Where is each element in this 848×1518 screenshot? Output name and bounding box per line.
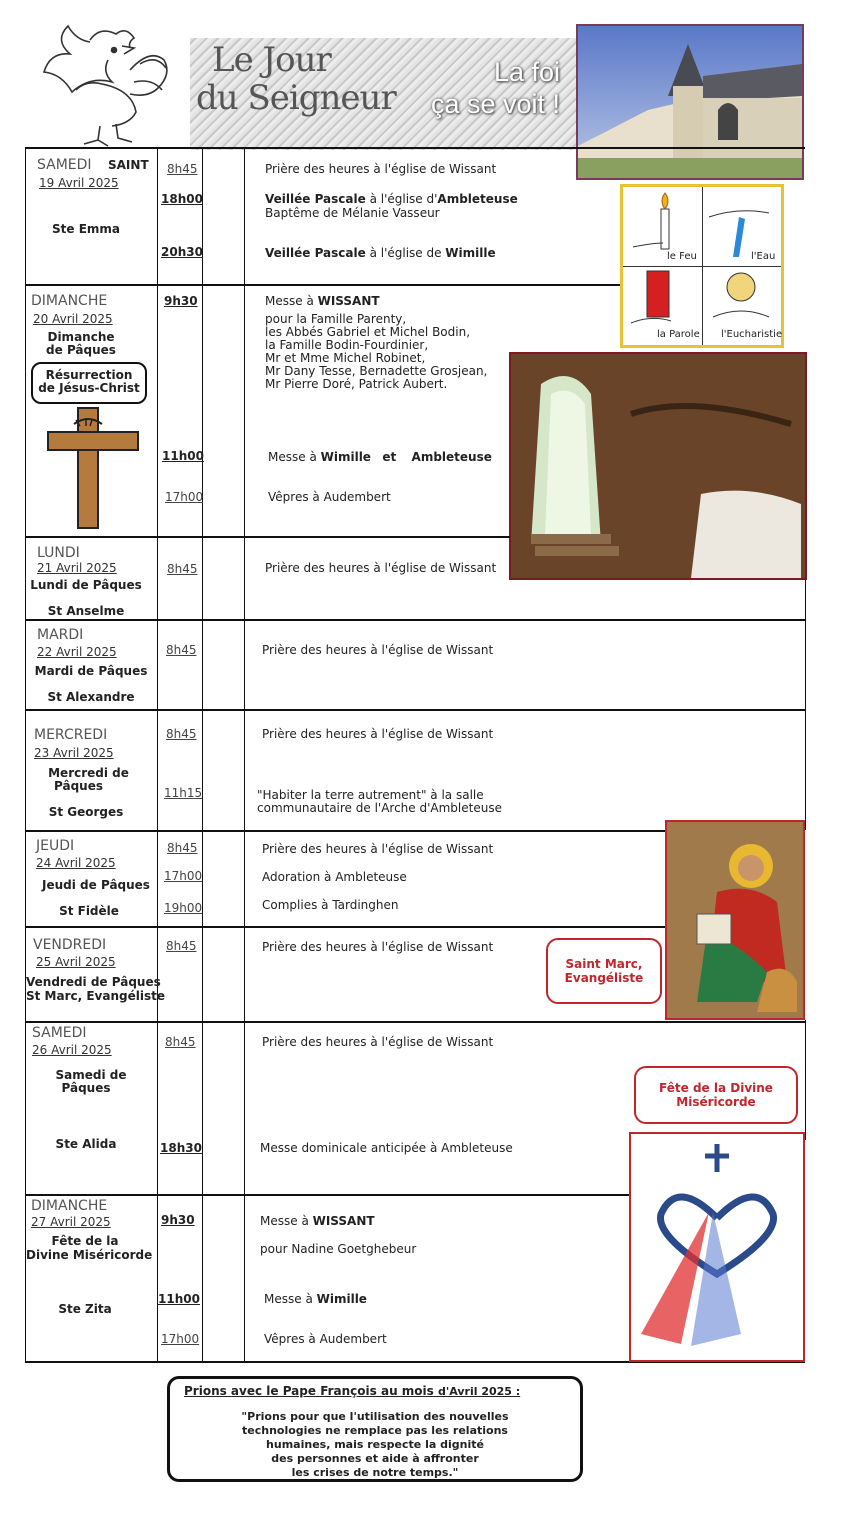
slogan	[420, 56, 560, 120]
empty-tomb-image	[509, 352, 807, 580]
event-text: Prière des heures à l'église de Wissant	[262, 1035, 494, 1049]
intention-line: pour la Famille Parenty,	[265, 312, 407, 326]
brand-line1: Le Jour	[212, 40, 331, 80]
saint-name: St Georges	[48, 805, 124, 819]
col-divider-3	[244, 147, 245, 1362]
day-name: JEUDI	[36, 838, 75, 854]
cross-icon	[46, 406, 140, 530]
prayer-line: "Prions pour que l'utilisation des nouvelles	[241, 1410, 509, 1423]
row-divider	[25, 284, 620, 286]
feast-line: St Marc, Evangéliste	[26, 989, 165, 1003]
event-time: 8h45	[166, 939, 197, 953]
feast-line: Mardi de Pâques	[34, 664, 148, 678]
day-name: DIMANCHE	[31, 1198, 108, 1214]
event-text: Messe à Wimille et Ambleteuse	[268, 450, 492, 464]
event-text: Messe dominicale anticipée à Ambleteuse	[260, 1141, 513, 1155]
saint-name: Ste Zita	[58, 1302, 112, 1316]
eucharist-panel	[703, 267, 781, 345]
event-time: 9h30	[161, 1213, 195, 1227]
col-divider-2	[202, 147, 203, 1362]
event-text: Vêpres à Audembert	[264, 1332, 387, 1346]
slogan-line2: ça se voit !	[430, 89, 560, 119]
prayer-line: humaines, mais respecte la dignité	[266, 1438, 484, 1451]
prayer-line: technologies ne remplace pas les relations	[242, 1424, 508, 1437]
event-text: Adoration à Ambleteuse	[262, 870, 407, 884]
day-name: MARDI	[37, 627, 84, 643]
col-divider-1	[157, 147, 158, 1362]
prayer-text	[210, 1410, 540, 1480]
water-label: l'Eau	[751, 251, 776, 262]
callout-line: Evangéliste	[564, 971, 644, 985]
row-divider	[25, 1194, 630, 1196]
event-time: 8h45	[167, 162, 198, 176]
callout-line: Saint Marc,	[565, 957, 643, 971]
day-date: 26 Avril 2025	[32, 1043, 112, 1057]
intention-line: la Famille Bodin-Fourdinier,	[265, 338, 429, 352]
feast-line: de Pâques	[46, 343, 116, 357]
fire-label: le Feu	[667, 251, 697, 262]
feast-line: Fête de la	[51, 1234, 119, 1248]
row-divider	[25, 619, 805, 621]
day-date: 20 Avril 2025	[33, 312, 113, 326]
rooster-logo	[30, 20, 180, 155]
event-text: Prière des heures à l'église de Wissant	[265, 561, 497, 575]
row-divider	[25, 926, 665, 928]
prayer-line: les crises de notre temps."	[291, 1466, 459, 1479]
sacraments-image	[620, 184, 784, 348]
saint-name: St Alexandre	[47, 690, 135, 704]
row-divider	[25, 147, 805, 149]
event-text: Complies à Tardinghen	[262, 898, 399, 912]
eucharist-label: l'Eucharistie	[721, 329, 783, 340]
day-name: DIMANCHE	[31, 293, 108, 309]
day-date: 22 Avril 2025	[37, 645, 117, 659]
feast-line: Lundi de Pâques	[30, 578, 142, 592]
event-time: 19h00	[164, 901, 203, 915]
event-text: Veillée Pascale à l'église d'Ambleteuse	[265, 192, 518, 206]
event-text: Prière des heures à l'église de Wissant	[262, 842, 494, 856]
day-name: MERCREDI	[34, 727, 108, 743]
prayer-title: Prions avec le Pape François au mois d'Avril 2025 :	[184, 1384, 521, 1398]
event-text: Messe à WISSANT	[265, 294, 380, 308]
event-time: 8h45	[167, 841, 198, 855]
row-divider	[25, 536, 510, 538]
event-text: Prière des heures à l'église de Wissant	[265, 162, 497, 176]
intention-line: les Abbés Gabriel et Michel Bodin,	[265, 325, 471, 339]
right-border	[805, 710, 806, 830]
feast-line: Vendredi de Pâques	[26, 975, 161, 989]
event-time: 8h45	[166, 727, 197, 741]
day-name: SAMEDI	[32, 1025, 87, 1041]
event-time: 11h00	[158, 1292, 200, 1306]
row-divider	[25, 709, 805, 711]
event-detail: Baptême de Mélanie Vasseur	[265, 206, 440, 220]
brand-line2: du Seigneur	[196, 78, 396, 118]
feast-line: Jeudi de Pâques	[42, 878, 150, 892]
event-time: 17h00	[164, 869, 203, 883]
saint-marc-image	[665, 820, 805, 1020]
right-border	[805, 1020, 806, 1140]
event-detail: communautaire de l'Arche d'Ambleteuse	[257, 801, 502, 815]
event-time: 8h45	[166, 643, 197, 657]
day-date: 27 Avril 2025	[31, 1215, 111, 1229]
right-border	[805, 620, 806, 710]
saint-name: Ste Alida	[55, 1137, 117, 1151]
feast-line: Pâques	[54, 779, 103, 793]
row-divider	[25, 1021, 805, 1023]
event-time: 9h30	[164, 294, 198, 308]
saint-marc-callout	[546, 938, 662, 1004]
event-text: "Habiter la terre autrement" à la salle	[257, 788, 484, 802]
resurrection-line: Résurrection	[45, 368, 133, 382]
fire-panel	[623, 187, 703, 267]
saint-name: St Fidèle	[59, 904, 119, 918]
day-date: 24 Avril 2025	[36, 856, 116, 870]
event-text: Prière des heures à l'église de Wissant	[262, 643, 494, 657]
callout-line: Miséricorde	[676, 1095, 756, 1109]
day-date: 21 Avril 2025	[37, 561, 117, 575]
prayer-line: des personnes et aide à affronter	[271, 1452, 479, 1465]
event-text: pour Nadine Goetghebeur	[260, 1242, 417, 1256]
day-extra: SAINT	[108, 158, 149, 172]
event-time: 11h15	[164, 786, 203, 800]
event-text: Messe à Wimille	[264, 1292, 367, 1306]
saint-name: St Anselme	[47, 604, 125, 618]
row-divider	[25, 830, 665, 832]
intention-line: Mr et Mme Michel Robinet,	[265, 351, 426, 365]
feast-line: Samedi de	[55, 1068, 127, 1082]
feast-line: Divine Miséricorde	[26, 1248, 153, 1262]
event-text: Vêpres à Audembert	[268, 490, 391, 504]
callout-line: Fête de la Divine	[659, 1081, 773, 1095]
event-time: 18h00	[161, 192, 203, 206]
day-date: 25 Avril 2025	[36, 955, 116, 969]
resurrection-line: de Jésus-Christ	[38, 381, 140, 395]
intention-line: Mr Dany Tesse, Bernadette Grosjean,	[265, 364, 488, 378]
event-time: 17h00	[161, 1332, 200, 1346]
intention-line: Mr Pierre Doré, Patrick Aubert.	[265, 377, 448, 391]
day-name: SAMEDI	[37, 157, 92, 173]
event-time: 17h00	[165, 490, 204, 504]
day-name: VENDREDI	[33, 937, 107, 953]
church-photo	[576, 24, 804, 180]
word-panel	[623, 267, 703, 345]
feast-line: Mercredi de	[48, 766, 129, 780]
event-time: 20h30	[161, 245, 203, 259]
right-border	[805, 580, 806, 620]
word-label: la Parole	[657, 329, 700, 340]
divine-mercy-callout	[634, 1066, 798, 1124]
event-time: 18h30	[160, 1141, 202, 1155]
event-text: Prière des heures à l'église de Wissant	[262, 940, 494, 954]
event-time: 11h00	[162, 449, 204, 463]
slogan-line1: La foi	[493, 57, 560, 87]
saint-name: Ste Emma	[52, 222, 120, 236]
day-name: LUNDI	[37, 545, 80, 561]
water-panel	[703, 187, 781, 267]
event-text: Veillée Pascale à l'église de Wimille	[265, 246, 496, 260]
day-date: 23 Avril 2025	[34, 746, 114, 760]
event-time: 8h45	[167, 562, 198, 576]
event-time: 8h45	[165, 1035, 196, 1049]
event-text: Prière des heures à l'église de Wissant	[262, 727, 494, 741]
feast-line: Pâques	[61, 1081, 111, 1095]
feast-line: Dimanche	[47, 330, 115, 344]
day-date: 19 Avril 2025	[39, 176, 119, 190]
event-text: Messe à WISSANT	[260, 1214, 375, 1228]
divine-mercy-heart-image	[629, 1132, 805, 1362]
